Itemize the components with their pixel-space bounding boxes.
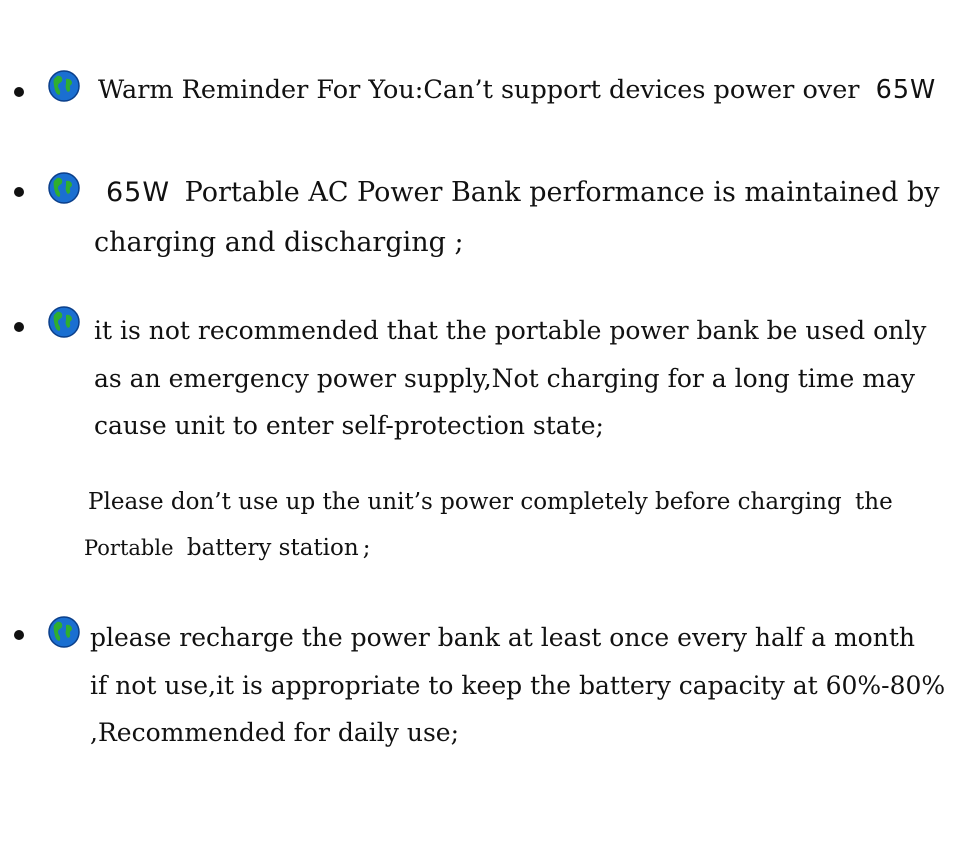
item-2-line-2: charging and discharging ; (94, 227, 464, 258)
item-3-line-3: cause unit to enter self-protection state; (94, 411, 604, 440)
globe-icon (48, 70, 80, 102)
bullet-dot (14, 187, 24, 197)
bullet-dot (14, 630, 24, 640)
item-4-line-3: ,Recommended for daily use; (90, 718, 459, 747)
item-2-power: 65W (106, 177, 171, 208)
item-1-text: Warm Reminder For You:Can’t support devices power over (98, 75, 860, 105)
item-2-line-1 (106, 179, 939, 206)
note-text: Please don’t use up the unit’s power completely before charging (88, 489, 842, 515)
globe-icon (48, 306, 80, 338)
note-line-1 (88, 491, 893, 514)
bullet-dot (14, 87, 24, 97)
globe-icon (48, 172, 80, 204)
item-4-line-1: please recharge the power bank at least once every half a month (90, 623, 915, 652)
item-2-text: Portable AC Power Bank performance is maintained by (184, 177, 940, 208)
note-portable: Portable (84, 536, 174, 560)
bullet-dot (14, 322, 24, 332)
note-text-tail: the (855, 489, 893, 515)
item-1-power: 65W (875, 75, 937, 105)
note-semicolon: ; (362, 535, 371, 561)
note-station: battery station (186, 535, 359, 561)
item-3-line-1: it is not recommended that the portable power bank be used only (94, 316, 927, 345)
item-1-line-1 (98, 75, 937, 105)
item-4-line-2: if not use,it is appropriate to keep the battery capacity at 60%-80% (90, 671, 946, 700)
globe-icon (48, 616, 80, 648)
item-3-line-2: as an emergency power supply,Not charging for a long time may (94, 364, 915, 393)
note-line-2 (84, 537, 370, 560)
